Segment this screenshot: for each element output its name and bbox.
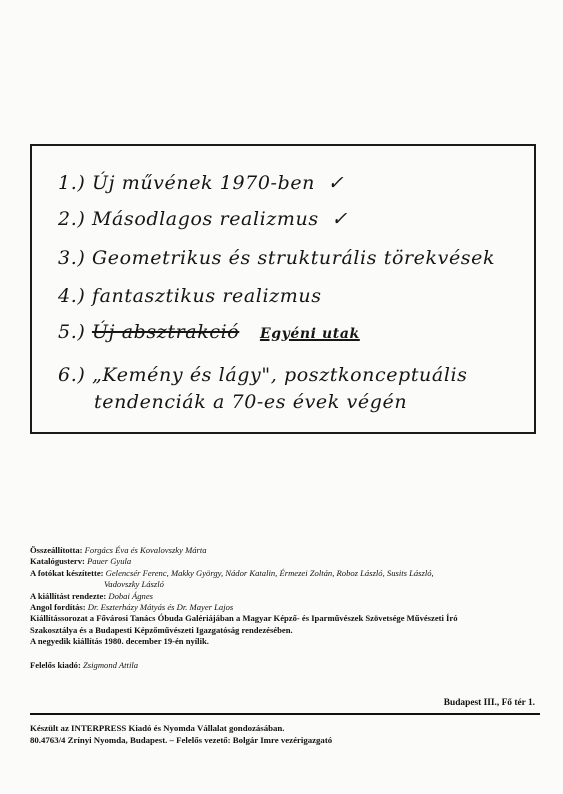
- list-text: Másodlagos realizmus: [91, 208, 319, 230]
- credit-arranged: [30, 591, 550, 602]
- credit-label: Összeállította:: [30, 545, 83, 555]
- address: Budapest III., Fő tér 1.: [443, 698, 535, 708]
- printing-line-2: 80.4763/4 Zrínyi Nyomda, Budapest. – Felelős vezető: Bolgár Imre vezérigazgató: [30, 735, 333, 745]
- list-text: Új művének 1970-ben: [91, 172, 316, 194]
- printing-line-1: Készült az INTERPRESS Kiadó és Nyomda Vállalat gondozásában.: [30, 723, 285, 733]
- replacement-text: Egyéni utak: [259, 326, 360, 342]
- list-number: 4.): [58, 285, 86, 307]
- checkmark-icon: ✓: [327, 172, 345, 194]
- printing-info: [30, 722, 332, 746]
- list-number: 3.): [58, 247, 86, 269]
- credit-translation: [30, 602, 550, 613]
- list-item-4: [58, 285, 322, 307]
- credit-label: Katalógusterv:: [30, 556, 85, 567]
- credit-photos: [30, 568, 550, 579]
- series-note-line-2: Szakosztálya és a Budapesti Képzőművészeti Igazgatóság rendezésében.: [30, 624, 293, 635]
- credit-value: Vadovszky László: [104, 579, 164, 590]
- credit-value: Forgács Éva és Kovalovszky Márta: [84, 545, 207, 555]
- list-text: „Kemény és lágy", posztkonceptuális: [91, 364, 468, 386]
- checkmark-icon: ✓: [331, 208, 348, 230]
- list-number: 5.): [58, 321, 86, 343]
- list-item-5: [58, 321, 360, 343]
- credit-compiled: [30, 545, 550, 556]
- credit-value: Zsigmond Attila: [83, 659, 139, 670]
- list-item-1: [58, 172, 344, 194]
- credit-publisher: [30, 660, 550, 671]
- list-text: Geometrikus és strukturális törekvések: [91, 247, 496, 269]
- credit-label: A fotókat készítette:: [30, 567, 104, 578]
- credit-label: Angol fordítás:: [30, 602, 86, 613]
- credit-catalog: [30, 556, 550, 567]
- credits-block: [30, 545, 550, 671]
- divider: [30, 713, 540, 715]
- list-number: 6.): [58, 364, 86, 386]
- credit-label: Felelős kiadó:: [30, 659, 81, 670]
- credit-value: Pauer Gyula: [87, 556, 132, 567]
- list-number: 1.): [58, 172, 86, 194]
- credit-value: Dobai Ágnes: [108, 590, 154, 601]
- list-item-6-continuation: [94, 391, 407, 413]
- credit-value: Dr. Eszterházy Mátyás és Dr. Mayer Lajos: [87, 602, 234, 613]
- list-item-6: [58, 364, 468, 386]
- list-text-continuation: tendenciák a 70-es évek végén: [94, 391, 408, 413]
- list-number: 2.): [58, 208, 86, 230]
- series-note-line-1: Kiállítássorozat a Fővárosi Tanács Óbuda Galériájában a Magyar Képző- és Iparművészek Szövetsége Művészeti Író: [30, 613, 458, 624]
- list-text: fantasztikus realizmus: [91, 285, 322, 307]
- credit-value: Gelencsér Ferenc, Makky György, Nádor Katalin, Érmezei Zoltán, Roboz László, Susits László,: [105, 567, 434, 578]
- struck-text: Új absztrakció: [91, 321, 240, 343]
- list-item-3: [58, 247, 495, 269]
- credit-label: A kiállítást rendezte:: [30, 590, 107, 601]
- opening-note: A negyedik kiállítás 1980. december 19-én nyílik.: [30, 636, 209, 647]
- credit-photos-cont: [30, 579, 550, 590]
- list-item-2: [58, 208, 348, 230]
